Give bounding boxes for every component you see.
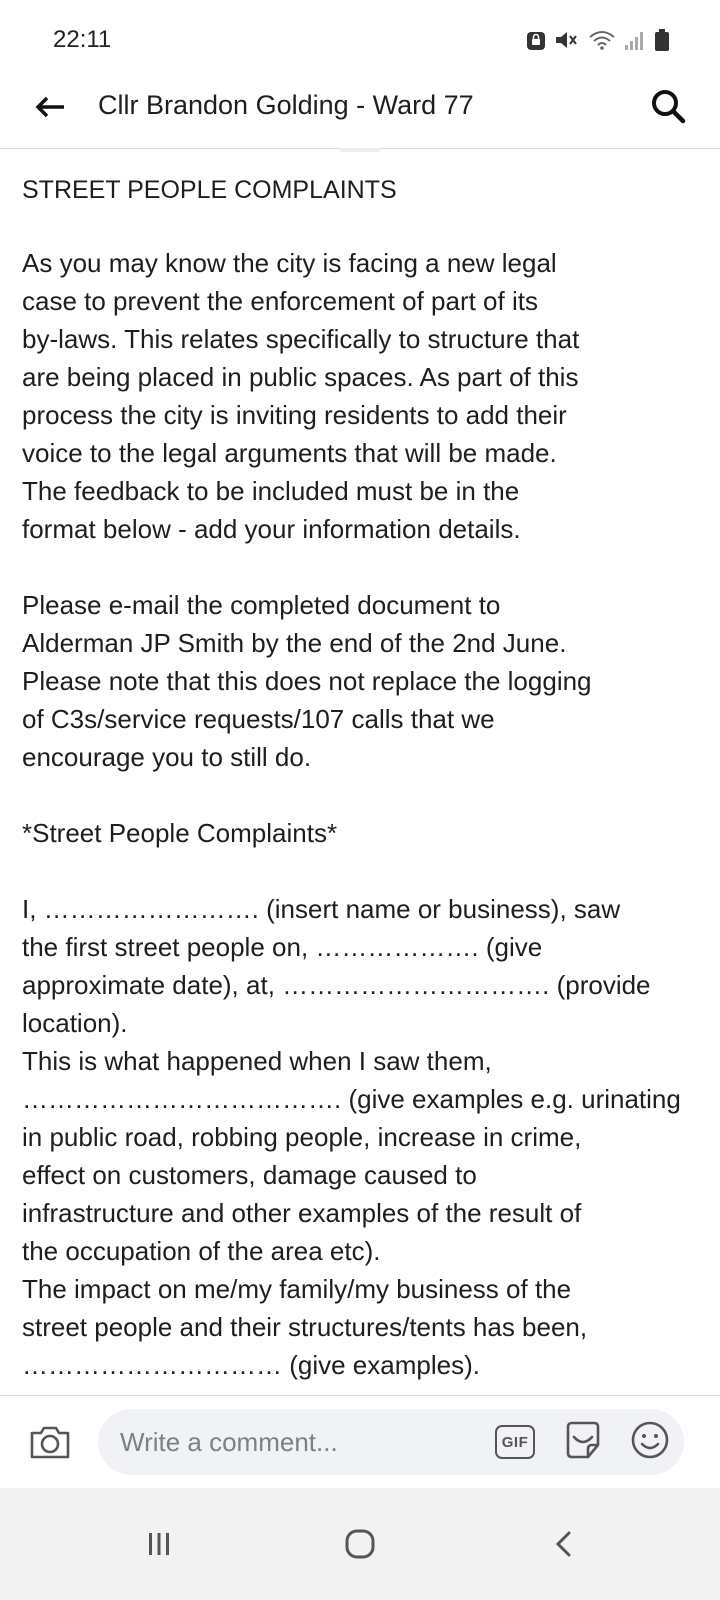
sticker-icon (562, 1419, 604, 1466)
status-time: 22:11 (53, 26, 112, 53)
text-line: Please note that this does not replace the logging (22, 666, 592, 696)
recents-button[interactable] (137, 1524, 181, 1568)
text-line: of C3s/service requests/107 calls that we (22, 704, 495, 734)
text-line: infrastructure and other examples of the result of (22, 1198, 582, 1228)
search-icon (650, 88, 686, 129)
text-line: I, ……………………. (insert name or business), saw (22, 894, 621, 924)
text-line: As you may know the city is facing a new legal (22, 248, 557, 278)
home-button[interactable] (338, 1524, 382, 1568)
battery-icon (654, 28, 670, 52)
comment-bar (0, 1395, 720, 1489)
post-paragraph-2 (22, 586, 682, 776)
status-icons (526, 26, 670, 54)
home-icon (343, 1527, 377, 1566)
emoji-icon (629, 1419, 671, 1466)
text-line: voice to the legal arguments that will be made. (22, 438, 557, 468)
post-title: STREET PEOPLE COMPLAINTS (22, 176, 397, 204)
gif-label: GIF (501, 1433, 529, 1451)
text-line: The feedback to be included must be in the (22, 476, 520, 506)
page-title: Cllr Brandon Golding - Ward 77 (98, 90, 474, 120)
system-nav-bar (0, 1488, 720, 1600)
sticker-button[interactable] (561, 1420, 605, 1464)
text-line: ………………………………. (give examples e.g. urinating (22, 1084, 681, 1114)
gif-icon (495, 1425, 535, 1459)
camera-icon (28, 1423, 72, 1466)
text-line: Alderman JP Smith by the end of the 2nd June. (22, 628, 567, 658)
back-button[interactable] (30, 89, 70, 129)
form-heading: *Street People Complaints* (22, 818, 338, 848)
text-line: effect on customers, damage caused to (22, 1160, 477, 1190)
emoji-button[interactable] (628, 1420, 672, 1464)
text-line: ………………………… (give examples). (22, 1350, 480, 1380)
wifi-icon (588, 29, 616, 51)
camera-button[interactable] (28, 1422, 72, 1466)
text-line: This is what happened when I saw them, (22, 1046, 492, 1076)
text-line: case to prevent the enforcement of part of its (22, 286, 538, 316)
text-line: the occupation of the area etc). (22, 1236, 381, 1266)
status-bar (0, 0, 720, 80)
app-header (0, 70, 720, 149)
text-line: format below - add your information details. (22, 514, 521, 544)
text-line: approximate date), at, …………………………. (provide (22, 970, 651, 1000)
signal-icon (624, 29, 646, 51)
text-line: the first street people on, ………………. (give (22, 932, 543, 962)
gif-button[interactable] (494, 1423, 536, 1461)
recents-icon (144, 1529, 174, 1564)
chevron-left-icon (550, 1529, 580, 1564)
text-line: The impact on me/my family/my business of the (22, 1274, 572, 1304)
text-line: location). (22, 1008, 128, 1038)
text-line: street people and their structures/tents has been, (22, 1312, 588, 1342)
text-line: process the city is inviting residents to add their (22, 400, 567, 430)
text-line: Please e-mail the completed document to (22, 590, 501, 620)
arrow-left-icon (34, 95, 66, 124)
text-line: by-laws. This relates specifically to structure that (22, 324, 580, 354)
scroll-indicator (340, 148, 380, 152)
post-body (22, 168, 682, 1384)
form-template (22, 890, 682, 1384)
text-line: encourage you to still do. (22, 742, 312, 772)
mute-icon (554, 29, 580, 51)
lock-notification-icon (526, 29, 546, 51)
post-paragraph-1 (22, 244, 682, 548)
nav-back-button[interactable] (543, 1524, 587, 1568)
search-button[interactable] (646, 86, 690, 130)
text-line: in public road, robbing people, increase in crime, (22, 1122, 582, 1152)
text-line: are being placed in public spaces. As part of this (22, 362, 579, 392)
